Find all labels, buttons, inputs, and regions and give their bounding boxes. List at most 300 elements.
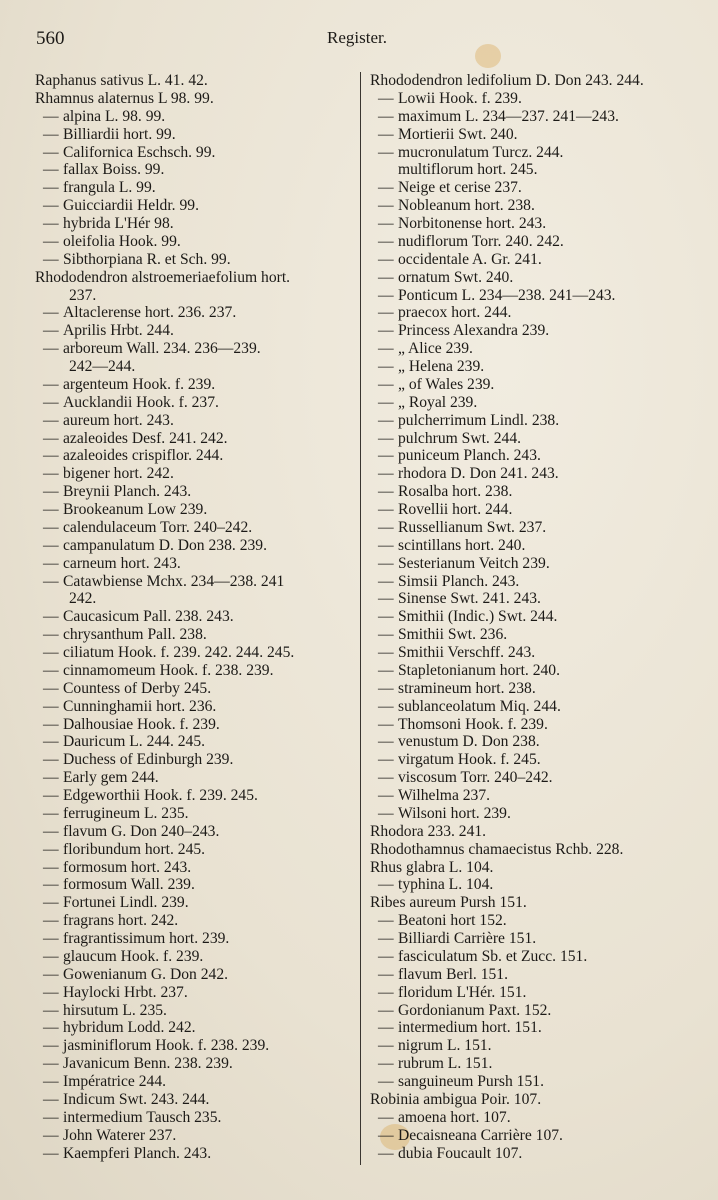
- entry-text: Fortunei Lindl. 239.: [63, 894, 189, 912]
- entry-dash: —: [43, 1144, 59, 1162]
- index-entry: [370, 1091, 710, 1109]
- index-entry: [35, 573, 355, 591]
- index-entry: [370, 608, 710, 626]
- entry-dash: —: [378, 411, 394, 429]
- entry-text: 242.: [69, 590, 97, 608]
- index-entry: [35, 108, 355, 126]
- entry-dash: —: [378, 518, 394, 536]
- index-entry: [35, 555, 355, 573]
- entry-dash: —: [43, 1090, 59, 1108]
- entry-text: pulcherrimum Lindl. 238.: [398, 411, 560, 429]
- index-entry: [35, 733, 355, 751]
- entry-text: Javanicum Benn. 238. 239.: [63, 1055, 233, 1073]
- entry-text: Mortierii Swt. 240.: [398, 125, 518, 143]
- entry-dash: —: [43, 983, 59, 1001]
- entry-text: formosum Wall. 239.: [63, 876, 195, 894]
- entry-dash: —: [43, 769, 59, 787]
- entry-dash: —: [43, 554, 59, 572]
- entry-text: viscosum Torr. 240–242.: [398, 769, 553, 787]
- entry-dash: —: [43, 733, 59, 751]
- index-entry: [35, 698, 355, 716]
- entry-text: Kaempferi Planch. 243.: [63, 1144, 212, 1162]
- entry-dash: —: [378, 590, 394, 608]
- entry-text: sanguineum Pursh 151.: [398, 1073, 544, 1090]
- index-entry: [35, 1109, 355, 1127]
- entry-text: glaucum Hook. f. 239.: [63, 947, 204, 965]
- entry-dash: —: [378, 947, 394, 965]
- index-entry: [370, 179, 710, 197]
- index-entry: [35, 144, 355, 162]
- index-entry: [370, 537, 710, 555]
- index-entry: [370, 1037, 710, 1055]
- index-entry: [35, 1037, 355, 1055]
- index-entry: [370, 322, 710, 340]
- entry-text: hirsutum L. 235.: [63, 1001, 167, 1019]
- index-entry: [35, 519, 355, 537]
- entry-text: Smithii (Indic.) Swt. 244.: [398, 608, 558, 626]
- index-entry: [370, 1002, 710, 1020]
- entry-dash: —: [378, 1108, 394, 1126]
- index-entry: [370, 644, 710, 662]
- index-entry: [370, 823, 710, 841]
- index-entry: [35, 1019, 355, 1037]
- entry-text: ciliatum Hook. f. 239. 242. 244. 245.: [63, 644, 295, 661]
- entry-text: stramineum hort. 238.: [398, 679, 536, 697]
- index-entry: [370, 1145, 710, 1163]
- entry-dash: —: [378, 125, 394, 143]
- entry-dash: —: [378, 787, 394, 804]
- entry-dash: —: [378, 429, 394, 447]
- entry-text: Lowii Hook. f. 239.: [398, 89, 522, 107]
- index-entry: [370, 876, 710, 894]
- entry-text: sublanceolatum Miq. 244.: [398, 697, 561, 715]
- entry-text: Rhamnus alaternus L 98. 99.: [35, 89, 214, 107]
- index-entry: [370, 287, 710, 305]
- entry-dash: —: [378, 1144, 394, 1162]
- entry-text: Impératrice 244.: [63, 1073, 167, 1090]
- entry-text: Billiardii hort. 99.: [63, 125, 176, 143]
- entry-text: floribundum hort. 245.: [63, 840, 206, 858]
- entry-dash: —: [43, 822, 59, 840]
- entry-dash: —: [378, 340, 394, 358]
- entry-text: Wilhelma 237.: [398, 787, 491, 804]
- entry-text: Catawbiense Mchx. 234—238. 241: [63, 572, 285, 590]
- entry-dash: —: [43, 518, 59, 536]
- index-entry: [370, 197, 710, 215]
- index-entry: [35, 358, 355, 376]
- entry-text: pulchrum Swt. 244.: [398, 429, 522, 447]
- entry-dash: —: [378, 483, 394, 501]
- entry-dash: —: [43, 232, 59, 250]
- entry-text: Haylocki Hrbt. 237.: [63, 983, 188, 1001]
- entry-text: azaleoides crispiflor. 244.: [63, 447, 224, 465]
- entry-dash: —: [378, 465, 394, 483]
- entry-text: flavum Berl. 151.: [398, 965, 509, 983]
- index-entry: [370, 680, 710, 698]
- index-entry: [35, 376, 355, 394]
- entry-dash: —: [43, 411, 59, 429]
- entry-dash: —: [378, 1055, 394, 1073]
- entry-text: Neige et cerise 237.: [398, 179, 522, 197]
- column-divider: [360, 72, 361, 1165]
- entry-dash: —: [43, 751, 59, 769]
- index-entry: [35, 501, 355, 519]
- entry-text: Caucasicum Pall. 238. 243.: [63, 608, 234, 626]
- index-entry: [370, 233, 710, 251]
- index-entry: [35, 876, 355, 894]
- entry-dash: —: [378, 304, 394, 322]
- entry-text: arboreum Wall. 234. 236—239.: [63, 340, 261, 358]
- index-entry: [35, 608, 355, 626]
- entry-dash: —: [378, 1126, 394, 1144]
- entry-dash: —: [378, 268, 394, 286]
- entry-text: fasciculatum Sb. et Zucc. 151.: [398, 947, 588, 965]
- entry-dash: —: [43, 679, 59, 697]
- entry-dash: —: [43, 161, 59, 179]
- entry-text: amoena hort. 107.: [398, 1108, 511, 1126]
- entry-text: virgatum Hook. f. 245.: [398, 751, 541, 769]
- entry-dash: —: [378, 215, 394, 232]
- index-entry: [35, 430, 355, 448]
- entry-dash: —: [378, 197, 394, 215]
- entry-dash: —: [378, 536, 394, 554]
- entry-text: 242—244.: [69, 358, 136, 375]
- index-entry: [370, 126, 710, 144]
- entry-text: Rhododendron ledifolium D. Don 243. 244.: [370, 72, 644, 89]
- entry-text: fragrantissimum hort. 239.: [63, 930, 230, 947]
- entry-dash: —: [43, 143, 59, 161]
- page-number: 560: [36, 28, 65, 49]
- entry-dash: —: [378, 572, 394, 590]
- entry-dash: —: [378, 876, 394, 894]
- index-entry: [35, 912, 355, 930]
- index-entry: [35, 662, 355, 680]
- entry-text: Californica Eschsch. 99.: [63, 143, 216, 161]
- entry-text: Brookeanum Low 239.: [63, 501, 208, 518]
- index-entry: [370, 841, 710, 859]
- index-entry: [35, 823, 355, 841]
- index-entry: [35, 1073, 355, 1091]
- entry-dash: —: [43, 322, 59, 340]
- entry-dash: —: [378, 983, 394, 1001]
- entry-dash: —: [43, 1019, 59, 1037]
- entry-text: Sibthorpiana R. et Sch. 99.: [63, 250, 231, 268]
- entry-dash: —: [378, 1001, 394, 1019]
- entry-text: chrysanthum Pall. 238.: [63, 626, 207, 644]
- index-entry: [370, 698, 710, 716]
- entry-text: Beatoni hort 152.: [398, 912, 507, 930]
- index-entry: [35, 447, 355, 465]
- entry-text: intermedium hort. 151.: [398, 1019, 542, 1037]
- entry-text: Indicum Swt. 243. 244.: [63, 1090, 210, 1108]
- index-entry: [35, 716, 355, 734]
- entry-text: Thomsoni Hook. f. 239.: [398, 715, 548, 733]
- index-entry: [370, 1019, 710, 1037]
- index-entry: [35, 412, 355, 430]
- index-entry: [370, 447, 710, 465]
- entry-text: intermedium Tausch 235.: [63, 1108, 222, 1126]
- running-head: Register.: [327, 28, 387, 47]
- entry-dash: —: [43, 447, 59, 465]
- index-entry: [370, 894, 710, 912]
- entry-text: Robinia ambigua Poir. 107.: [370, 1090, 542, 1108]
- entry-dash: —: [378, 608, 394, 626]
- entry-text: Norbitonense hort. 243.: [398, 215, 547, 232]
- index-entry: [370, 590, 710, 608]
- index-entry: [370, 340, 710, 358]
- entry-text: John Waterer 237.: [63, 1126, 177, 1144]
- entry-dash: —: [378, 1073, 394, 1090]
- index-entry: [370, 251, 710, 269]
- index-entry: [370, 555, 710, 573]
- entry-dash: —: [43, 536, 59, 554]
- index-entry: [370, 966, 710, 984]
- index-column-right: [370, 72, 710, 1162]
- entry-text: Aucklandii Hook. f. 237.: [63, 393, 219, 411]
- entry-text: Dauricum L. 244. 245.: [63, 733, 206, 751]
- index-entry: [370, 215, 710, 233]
- index-entry: [35, 269, 355, 287]
- entry-dash: —: [43, 787, 59, 804]
- entry-text: Decaisneana Carrière 107.: [398, 1126, 563, 1144]
- index-entry: [35, 1127, 355, 1145]
- index-entry: [35, 680, 355, 698]
- index-entry: [370, 465, 710, 483]
- entry-dash: —: [378, 697, 394, 715]
- index-entry: [35, 769, 355, 787]
- index-entry: [370, 358, 710, 376]
- index-entry: [35, 1055, 355, 1073]
- entry-text: „ Royal 239.: [398, 393, 478, 411]
- index-entry: [370, 912, 710, 930]
- entry-text: Rhodora 233. 241.: [370, 822, 487, 840]
- entry-dash: —: [378, 143, 394, 161]
- entry-dash: —: [378, 733, 394, 751]
- entry-dash: —: [43, 912, 59, 930]
- entry-dash: —: [43, 1108, 59, 1126]
- index-entry: [35, 215, 355, 233]
- entry-text: dubia Foucault 107.: [398, 1144, 523, 1162]
- entry-text: Countess of Derby 245.: [63, 679, 212, 697]
- entry-dash: —: [43, 876, 59, 894]
- entry-text: rubrum L. 151.: [398, 1055, 493, 1073]
- entry-text: fallax Boiss. 99.: [63, 161, 165, 179]
- index-entry: [370, 1073, 710, 1091]
- entry-text: praecox hort. 244.: [398, 304, 512, 322]
- entry-text: carneum hort. 243.: [63, 554, 181, 572]
- index-entry: [35, 322, 355, 340]
- index-entry: [370, 787, 710, 805]
- index-entry: [370, 948, 710, 966]
- entry-dash: —: [43, 501, 59, 518]
- entry-text: Rhodothamnus chamaecistus Rchb. 228.: [370, 840, 624, 858]
- index-entry: [35, 72, 355, 90]
- entry-text: typhina L. 104.: [398, 876, 494, 894]
- index-entry: [35, 1091, 355, 1109]
- entry-dash: —: [378, 107, 394, 125]
- index-entry: [35, 590, 355, 608]
- entry-dash: —: [43, 572, 59, 590]
- index-entry: [35, 304, 355, 322]
- entry-dash: —: [43, 947, 59, 965]
- index-entry: [35, 626, 355, 644]
- entry-dash: —: [43, 107, 59, 125]
- entry-text: Early gem 244.: [63, 769, 159, 787]
- entry-text: campanulatum D. Don 238. 239.: [63, 536, 267, 554]
- entry-dash: —: [378, 286, 394, 304]
- entry-dash: —: [378, 751, 394, 769]
- entry-text: frangula L. 99.: [63, 179, 156, 197]
- entry-dash: —: [378, 393, 394, 411]
- entry-text: mucronulatum Turcz. 244.: [398, 143, 564, 161]
- index-entry: [35, 287, 355, 305]
- entry-dash: —: [378, 375, 394, 393]
- entry-dash: —: [378, 769, 394, 787]
- entry-dash: —: [43, 179, 59, 197]
- entry-text: Smithii Swt. 236.: [398, 626, 508, 644]
- entry-dash: —: [43, 393, 59, 411]
- entry-dash: —: [43, 125, 59, 143]
- entry-text: Princess Alexandra 239.: [398, 322, 550, 340]
- entry-text: Duchess of Edinburgh 239.: [63, 751, 234, 769]
- entry-text: venustum D. Don 238.: [398, 733, 540, 751]
- entry-dash: —: [378, 965, 394, 983]
- entry-dash: —: [43, 1126, 59, 1144]
- index-entry: [370, 304, 710, 322]
- entry-dash: —: [378, 232, 394, 250]
- entry-dash: —: [43, 429, 59, 447]
- index-entry: [370, 626, 710, 644]
- index-entry: [370, 144, 710, 162]
- entry-text: „ of Wales 239.: [398, 375, 495, 393]
- index-entry: [35, 483, 355, 501]
- index-entry: [370, 805, 710, 823]
- index-entry: [370, 72, 710, 90]
- index-entry: [370, 519, 710, 537]
- entry-text: Altaclerense hort. 236. 237.: [63, 304, 237, 322]
- index-entry: [35, 90, 355, 108]
- index-entry: [370, 1055, 710, 1073]
- entry-dash: —: [43, 840, 59, 858]
- index-entry: [370, 108, 710, 126]
- entry-text: Billiardi Carrière 151.: [398, 930, 537, 947]
- index-entry: [35, 1002, 355, 1020]
- entry-dash: —: [378, 89, 394, 107]
- entry-text: argenteum Hook. f. 239.: [63, 375, 216, 393]
- entry-text: hybridum Lodd. 242.: [63, 1019, 196, 1037]
- entry-text: Gowenianum G. Don 242.: [63, 965, 229, 983]
- entry-dash: —: [43, 644, 59, 661]
- index-entry: [35, 465, 355, 483]
- entry-text: Aprilis Hrbt. 244.: [63, 322, 174, 340]
- entry-text: „ Alice 239.: [398, 340, 473, 358]
- entry-text: nigrum L. 151.: [398, 1037, 492, 1055]
- index-entry: [370, 376, 710, 394]
- entry-dash: —: [378, 179, 394, 197]
- index-entry: [370, 483, 710, 501]
- entry-dash: —: [43, 1001, 59, 1019]
- index-entry: [370, 716, 710, 734]
- index-entry: [35, 233, 355, 251]
- entry-dash: —: [378, 626, 394, 644]
- entry-dash: —: [378, 554, 394, 572]
- entry-dash: —: [43, 465, 59, 483]
- index-entry: [370, 269, 710, 287]
- entry-dash: —: [43, 215, 59, 232]
- entry-dash: —: [378, 1037, 394, 1055]
- entry-dash: —: [43, 250, 59, 268]
- entry-text: cinnamomeum Hook. f. 238. 239.: [63, 661, 274, 679]
- index-entry: [35, 126, 355, 144]
- entry-dash: —: [378, 250, 394, 268]
- index-entry: [370, 1109, 710, 1127]
- entry-text: nudiflorum Torr. 240. 242.: [398, 232, 564, 250]
- entry-text: calendulaceum Torr. 240–242.: [63, 518, 253, 536]
- entry-text: 237.: [69, 286, 97, 304]
- entry-dash: —: [378, 661, 394, 679]
- entry-text: Sinense Swt. 241. 243.: [398, 590, 541, 608]
- entry-dash: —: [43, 608, 59, 626]
- index-entry: [370, 161, 710, 179]
- entry-text: Edgeworthii Hook. f. 239. 245.: [63, 787, 258, 804]
- entry-text: multiflorum hort. 245.: [398, 161, 538, 179]
- entry-text: Dalhousiae Hook. f. 239.: [63, 715, 220, 733]
- index-entry: [35, 966, 355, 984]
- entry-text: Nobleanum hort. 238.: [398, 197, 535, 215]
- entry-dash: —: [378, 358, 394, 375]
- entry-dash: —: [43, 661, 59, 679]
- entry-text: aureum hort. 243.: [63, 411, 174, 429]
- entry-dash: —: [378, 322, 394, 340]
- entry-dash: —: [378, 912, 394, 930]
- index-entry: [35, 805, 355, 823]
- entry-dash: —: [43, 715, 59, 733]
- entry-dash: —: [43, 626, 59, 644]
- entry-text: alpina L. 98. 99.: [63, 107, 166, 125]
- index-entry: [370, 430, 710, 448]
- entry-dash: —: [378, 447, 394, 465]
- entry-text: Ponticum L. 234—238. 241—243.: [398, 286, 616, 304]
- index-entry: [35, 948, 355, 966]
- index-entry: [370, 751, 710, 769]
- index-entry: [370, 1127, 710, 1145]
- entry-text: jasminiflorum Hook. f. 238. 239.: [63, 1037, 270, 1055]
- entry-dash: —: [378, 930, 394, 947]
- entry-dash: —: [378, 1019, 394, 1037]
- entry-text: Simsii Planch. 243.: [398, 572, 520, 590]
- index-entry: [35, 161, 355, 179]
- index-entry: [35, 537, 355, 555]
- index-entry: [35, 340, 355, 358]
- entry-text: Guicciardii Heldr. 99.: [63, 197, 199, 215]
- index-entry: [35, 859, 355, 877]
- entry-dash: —: [43, 697, 59, 715]
- index-entry: [370, 662, 710, 680]
- page-header: [0, 28, 718, 54]
- index-entry: [370, 769, 710, 787]
- index-entry: [35, 841, 355, 859]
- index-entry: [35, 1145, 355, 1163]
- index-entry: [35, 197, 355, 215]
- entry-text: Rovellii hort. 244.: [398, 501, 513, 518]
- entry-text: Raphanus sativus L. 41. 42.: [35, 72, 208, 89]
- index-entry: [35, 930, 355, 948]
- entry-dash: —: [43, 340, 59, 358]
- entry-dash: —: [378, 804, 394, 822]
- entry-text: scintillans hort. 240.: [398, 536, 526, 554]
- entry-dash: —: [43, 804, 59, 822]
- entry-dash: —: [43, 483, 59, 501]
